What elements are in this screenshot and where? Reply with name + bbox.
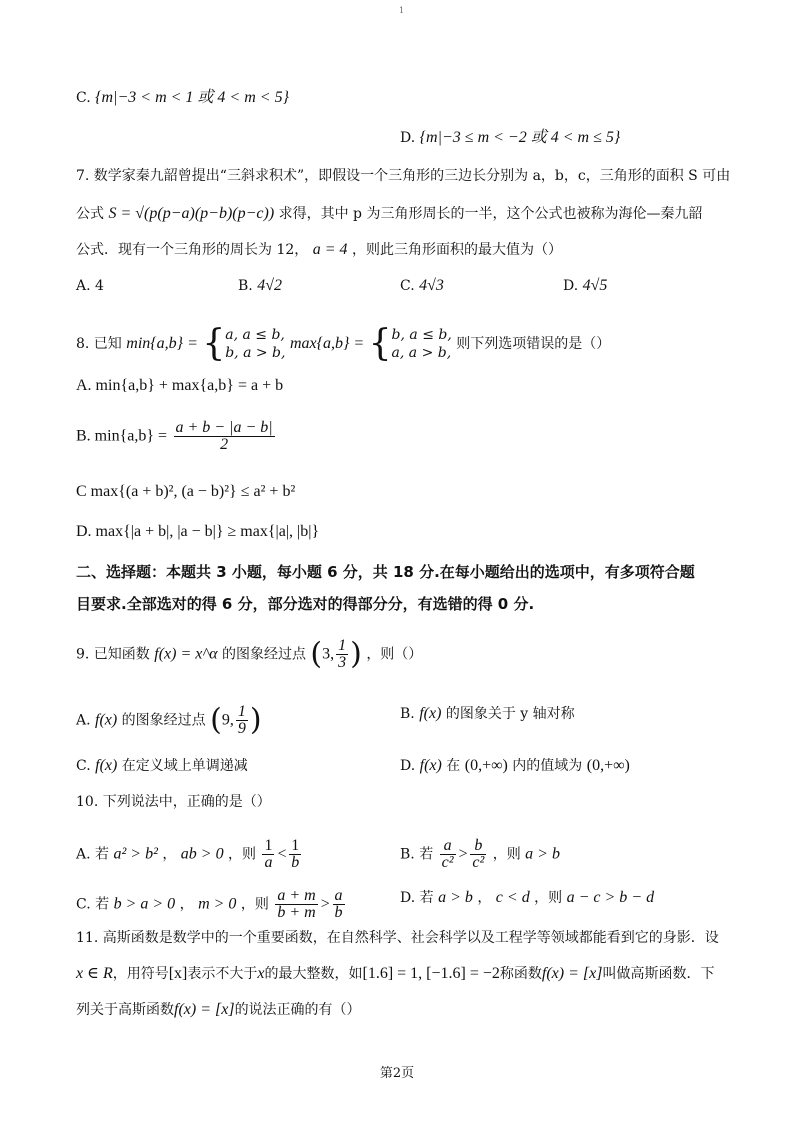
q10-option-c-fraction-2: [333, 888, 345, 921]
q8-min-case-2: b, a > b,: [225, 345, 286, 361]
q6-option-c-label: C.: [76, 90, 91, 106]
section-2-heading-line-1: 二、选择题：本题共 3 小题，每小题 6 分，共 18 分.在每小题给出的选项中，有多项符合题: [76, 563, 695, 581]
q9-stem: 9. 已知函数 f(x) = x^α 的图象经过点 (3, $\frac{1}{3}$ ) ，则（）: [76, 636, 423, 672]
q11-line-2-text-e: 叫做高斯函数．下: [602, 966, 715, 982]
q10-option-d: [400, 888, 654, 908]
q10-option-b-denominator-2: c²: [472, 854, 485, 871]
q10-option-d-formula-2: c < d: [495, 889, 530, 906]
q9-option-c: [76, 756, 248, 776]
q9-option-d-text-2: 内的值域为: [512, 758, 583, 774]
q11-line-2-text-b: 表示不大于: [187, 966, 258, 982]
q7-option-c: [400, 276, 444, 296]
q9-stem-a: 9. 已知函数: [76, 646, 150, 663]
q8-min-def: min{a,b} =: [126, 335, 198, 352]
q10-option-a-denominator-1: a: [264, 854, 273, 871]
q7-line-3-b: ，则此三角形面积的最大值为（）: [351, 242, 562, 258]
q10-option-d-text-a: D. 若: [400, 890, 434, 906]
q9-option-d: [400, 756, 630, 776]
q10-option-a-text-c: ，则: [228, 846, 257, 863]
q8-min-cases: [225, 326, 285, 362]
q7-option-a: [76, 276, 104, 296]
q9-option-d-interval-1: (0,+∞): [464, 757, 508, 774]
q9-point-denominator: 3: [338, 654, 347, 671]
q9-option-d-interval-2: (0,+∞): [586, 757, 630, 774]
q10-option-c: [76, 888, 347, 921]
q8-prefix: 8. 已知: [76, 336, 122, 352]
q10-option-a-fraction-1: [262, 838, 274, 871]
q11-line-2-formula-1: x ∈ R: [76, 965, 113, 982]
q10-option-b-formula: a > b: [525, 845, 560, 863]
q11-line-2-formula-2: [x]: [168, 965, 188, 982]
q8-stem: 8. 已知 min{a,b} = { a, a ≤ b, b, a > b, max{a,b} = { b, a ≤ b, a, a > b, 则下列选项错误的是（）: [76, 323, 611, 364]
q7-line-3-a: 公式．现有一个三角形的周长为 12，: [76, 242, 309, 258]
q9-option-a-point-x: 9,: [221, 711, 234, 729]
q10-option-d-formula-3: a − c > b − d: [566, 889, 655, 906]
q11-line-2-text-d: 称函数: [499, 966, 542, 982]
q10-option-b-fraction-2: [470, 838, 486, 871]
q6-option-d: [400, 128, 620, 148]
q9-option-a-label: A.: [76, 712, 91, 729]
q8-option-b-denominator: 2: [220, 436, 229, 453]
q10-option-a-text-a: A. 若: [76, 846, 110, 863]
q7-line-1: 7. 数学家秦九韶曾提出“三斜求积术”，即假设一个三角形的三边长分别为 a，b，c，三角形的面积 S 可由: [76, 168, 731, 184]
q9-stem-formula: f(x) = x^α: [154, 645, 218, 663]
q10-option-b: [400, 838, 560, 871]
q8-option-b-fraction: [174, 420, 275, 453]
q9-option-d-text-1: 在: [446, 758, 461, 774]
q11-line-2-formula-4: f(x) = [x]: [541, 965, 603, 982]
q8-option-b-label: B. min{a,b} =: [76, 427, 168, 445]
q10-option-c-formula-2: m > 0: [198, 895, 237, 913]
q7-line-3: [76, 240, 734, 260]
section-2-heading-line-2: 目要求.全部选对的得 6 分，部分选对的得部分分，有选错的得 0 分.: [76, 595, 535, 613]
q9-option-b-label: B.: [400, 706, 415, 722]
q9-option-a-fx: f(x): [95, 711, 118, 729]
q11-line-2-x: x: [257, 965, 265, 982]
q10-option-d-formula-1: a > b: [438, 889, 473, 906]
q10-option-d-text-b: ，: [477, 890, 492, 906]
q9-option-d-label: D.: [400, 758, 416, 774]
q9-stem-b: 的图象经过点: [221, 646, 306, 663]
q9-option-d-fx: f(x): [419, 757, 442, 774]
q7-option-d-label: D.: [563, 278, 579, 294]
q8-max-def: max{a,b} =: [289, 335, 365, 352]
q9-point-numerator: 1: [338, 637, 347, 654]
q11-line-3-text-a: 列关于高斯函数: [76, 1002, 174, 1018]
q10-option-c-denominator-1: b + m: [277, 904, 316, 921]
q7-line-2-b: 求得，其中 p 为三角形周长的一半，这个公式也被称为海伦—秦九韶: [278, 206, 703, 222]
q8-min-case-1: a, a ≤ b,: [225, 327, 285, 343]
q7-option-a-label: A. 4: [76, 278, 104, 294]
q7-formula: S = √(p(p−a)(p−b)(p−c)): [108, 205, 275, 222]
q7-option-d: [563, 276, 607, 296]
q10-option-a: [76, 838, 303, 871]
q11-line-3-text-b: 的说法正确的有（）: [234, 1002, 361, 1018]
q10-option-c-text-a: C. 若: [76, 896, 110, 913]
q8-suffix: 则下列选项错误的是（）: [456, 336, 611, 352]
q10-option-c-numerator-2: a: [334, 887, 343, 904]
q11-line-2-formula-3: [1.6] = 1, [−1.6] = −2: [362, 965, 500, 982]
q7-option-b-value: 4√2: [257, 277, 282, 294]
q11-line-2-text-a: ，用符号: [112, 966, 169, 982]
q11-line-1: 11. 高斯函数是数学中的一个重要函数，在自然科学、社会科学以及工程学等领域都能看到它的身影．设: [76, 930, 719, 946]
page-number: 第2页: [379, 1066, 415, 1081]
q10-option-b-text-a: B. 若: [400, 846, 434, 863]
q10-option-a-numerator-1: 1: [264, 837, 273, 854]
q10-option-c-text-b: ，: [179, 896, 194, 913]
q10-option-a-fraction-2: [289, 838, 301, 871]
q8-max-cases: [392, 326, 452, 362]
q7-option-b: [238, 276, 282, 296]
q8-max-case-2: a, a > b,: [391, 345, 452, 361]
q9-option-a-fraction: [236, 704, 248, 737]
q10-option-a-text-b: ，: [162, 846, 177, 863]
q8-option-c: C max{(a + b)², (a − b)²} ≤ a² + b²: [76, 483, 296, 500]
q9-stem-c: ，则（）: [366, 646, 423, 663]
q8-option-b-numerator: a + b − |a − b|: [175, 419, 273, 436]
q10-option-c-text-c: ，则: [240, 896, 269, 913]
q9-option-b-text: 的图象关于 y 轴对称: [445, 706, 575, 722]
q9-point-fraction: [336, 638, 348, 671]
q10-option-a-formula-2: ab > 0: [180, 845, 224, 863]
q7-line-3-formula: a = 4: [312, 241, 348, 258]
q8-option-a: A. min{a,b} + max{a,b} = a + b: [76, 377, 284, 394]
q10-option-b-fraction-1: [440, 838, 456, 871]
header-mark: 1: [399, 6, 405, 15]
q9-option-c-label: C.: [76, 758, 91, 774]
q6-option-d-text: {m|−3 ≤ m < −2 或 4 < m ≤ 5}: [419, 129, 621, 146]
q10-option-c-denominator-2: b: [334, 904, 343, 921]
q8-max-case-1: b, a ≤ b,: [391, 327, 452, 343]
q10-option-c-formula-1: b > a > 0: [113, 895, 176, 913]
q7-line-2-a: 公式: [76, 206, 104, 222]
q10-option-c-numerator-1: a + m: [277, 887, 316, 904]
q11-line-3-formula: f(x) = [x]: [174, 1001, 235, 1018]
q9-point-x: 3,: [322, 645, 335, 663]
q10-option-c-fraction-1: [275, 888, 317, 921]
q10-option-a-numerator-2: 1: [291, 837, 300, 854]
q10-option-b-numerator-1: a: [440, 838, 456, 855]
q9-option-a-denominator: 9: [237, 720, 246, 737]
q10-stem: 10. 下列说法中，正确的是（）: [76, 794, 271, 810]
q11-line-2: [76, 964, 734, 984]
q10-option-b-gt: >: [457, 845, 469, 863]
q7-option-c-value: 4√3: [419, 277, 444, 294]
q11-line-3: [76, 1000, 734, 1020]
q10-option-b-numerator-2: b: [470, 838, 486, 855]
q11-line-2-text-c: 的最大整数，如: [264, 966, 363, 982]
q10-option-d-text-c: ，则: [534, 890, 563, 906]
q10-option-b-text-b: ，则: [492, 846, 521, 863]
q9-option-c-text: 在定义域上单调递减: [121, 758, 248, 774]
q8-option-d: D. max{|a + b|, |a − b|} ≥ max{|a|, |b|}: [76, 523, 320, 540]
q9-option-b-fx: f(x): [419, 705, 442, 722]
q10-option-c-gt: >: [319, 895, 331, 913]
q9-option-a: A. f(x) 的图象经过点 (9, $\frac{1}{9}$ ): [76, 702, 262, 738]
q9-option-a-text: 的图象经过点: [121, 712, 206, 729]
q10-option-a-lt: <: [276, 845, 288, 863]
q9-option-c-fx: f(x): [95, 757, 118, 774]
q10-option-b-denominator-1: c²: [441, 854, 454, 871]
q7-line-2: [76, 204, 734, 224]
q6-option-c-text: {m|−3 < m < 1 或 4 < m < 5}: [95, 89, 289, 106]
q10-option-a-formula-1: a² > b²: [113, 845, 158, 863]
q7-option-d-value: 4√5: [582, 277, 608, 294]
q6-option-c: [76, 88, 734, 108]
q10-option-a-denominator-2: b: [291, 854, 300, 871]
q6-option-d-label: D.: [400, 130, 416, 146]
q9-option-a-numerator: 1: [237, 703, 246, 720]
q8-option-b: [76, 420, 734, 453]
q7-option-b-label: B.: [238, 278, 253, 294]
q9-option-b: [400, 704, 575, 724]
q7-option-c-label: C.: [400, 278, 415, 294]
